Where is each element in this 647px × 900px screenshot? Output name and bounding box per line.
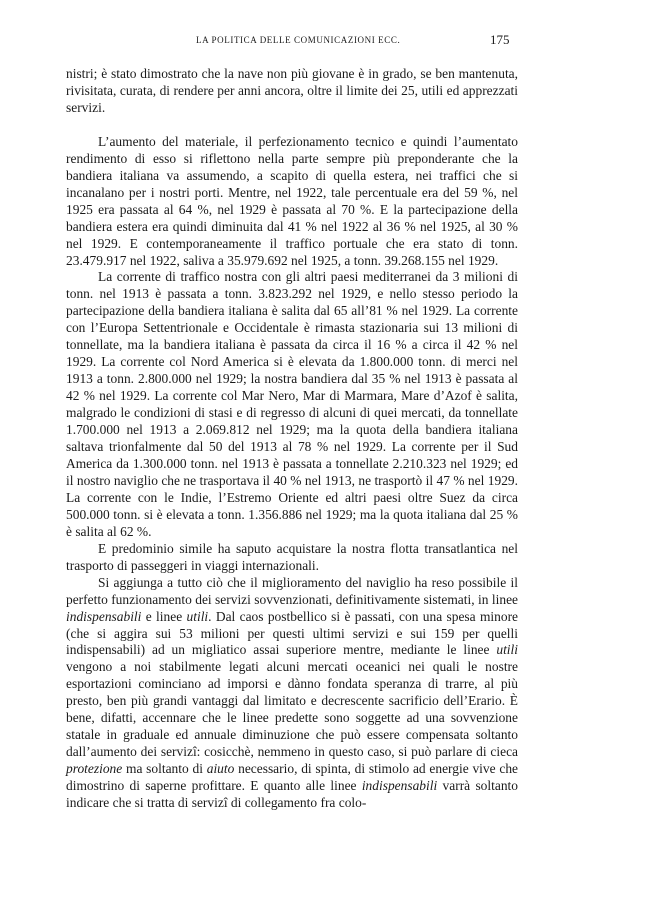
paragraph-traffic-currents: La corrente di traffico nostra con gli altri paesi mediterranei da 3 milioni di tonn. nel 1913 è passata a tonn. 3.823.292 nel 1929, e nello stesso periodo la partecipazione della bandiera italiana è salita dal 65 all’81 % nel 1929. La corrente con l’Europa Settentrionale e Occidentale è rimasta stazionaria sui 13 milioni di tonnellate, ma la bandiera italiana è passata da circa il 16 % a circa il 42 % nel 1929. La corrente col Nord America si è elevata da 1.800.000 tonn. di merci nel 1913 a tonn. 2.800.000 nel 1929; la nostra bandiera dal 35 % nel 1913 è passata al 42 % nel 1929. La corrente col Mar Nero, Mar di Marmara, Mare d’Azof è salita, malgrado le condizioni di stasi e di regresso di alcuni di quei mercati, da tonnellate 1.700.000 nel 1913 a 2.069.812 nel 1929; ma la quota della bandiera italiana saltava trionfalmente dal 50 del 1913 al 78 % nel 1929. La corrente per il Sud America da 1.300.000 tonn. nel 1913 è passata a tonnellate 2.210.323 nel 1929; ed il nostro naviglio che ne trasportava il 40 % nel 1913, ne trasportò il 47 % nel 1929. La corrente con le Indie, l’Estremo Oriente ed altri paesi oltre Suez da circa 500.000 tonn. si è elevata a tonn. 1.356.886 nel 1929; ma la quota italiana dal 25 % è salita al 62 %.: [66, 269, 518, 539]
paragraph-continuation: nistri; è stato dimostrato che la nave non più giovane è in grado, se ben mantenuta, rivisitata, curata, di rendere per anni ancora, oltre il limite dei 25, utili ed apprezzati servizi.: [66, 66, 518, 115]
paragraph-fleet-growth: L’aumento del materiale, il perfezionamento tecnico e quindi l’aumentato rendimento di esso si riflettono nella parte sempre più preponderante che la bandiera italiana va assumendo, a scapito di quella estera, nei traffici che si incanalano per i nostri porti. Mentre, nel 1922, tale percentuale era del 59 %, nel 1925 era passata al 64 %, nel 1929 è passata al 70 %. E la partecipazione della bandiera estera era quindi diminuita dal 41 % nel 1922 al 36 % nel 1925, al 30 % nel 1929. E contemporaneamente il traffico portuale che era stato di tonn. 23.479.917 nel 1922, saliva a 35.979.692 nel 1925, a tonn. 39.268.155 nel 1929.: [66, 133, 518, 268]
page-number: 175: [490, 32, 510, 47]
paragraph-subsidized-lines: Si aggiunga a tutto ciò che il miglioramento del naviglio ha reso possibile il perfetto funzionamento dei servizi sovvenzionati, definitivamente sistemati, in linee indispensabili e linee utili. Dal caos postbellico si è passati, con una spesa minore (che si aggira sui 53 milioni per questi ultimi servizi e sui 159 per quelli indispensabili) ad un migliatico assai superiore mentre, mediante le linee utili vengono a noi stabilmente legati alcuni mercati oceanici nei quali le nostre esportazioni cominciano ad imporsi e dànno fondata speranza di trarre, al più presto, ben più grandi vantaggi dal limitato e decrescente sacrificio dell’Erario. È bene, difatti, accennare che le linee predette sono soggette ad una sovvenzione statale in graduale ed annuale diminuzione che può essere compensata soltanto dall’aumento dei servizî: cosicchè, nemmeno in questo caso, si può parlare di cieca protezione ma soltanto di aiuto necessario, di spinta, di stimolo ad energie vive che dimostrino di saperne profittare. E quanto alle linee indispensabili varrà soltanto indicare che si tratta di servizî di collegamento fra colo-: [66, 574, 519, 811]
running-header: [0, 34, 647, 50]
paragraph-transatlantic: E predominio simile ha saputo acquistare la nostra flotta transatlantica nel trasporto di passeggeri in viaggi internazionali.: [66, 540, 518, 573]
body-text: [66, 66, 518, 812]
running-title: LA POLITICA DELLE COMUNICAZIONI ECC.: [196, 35, 401, 45]
